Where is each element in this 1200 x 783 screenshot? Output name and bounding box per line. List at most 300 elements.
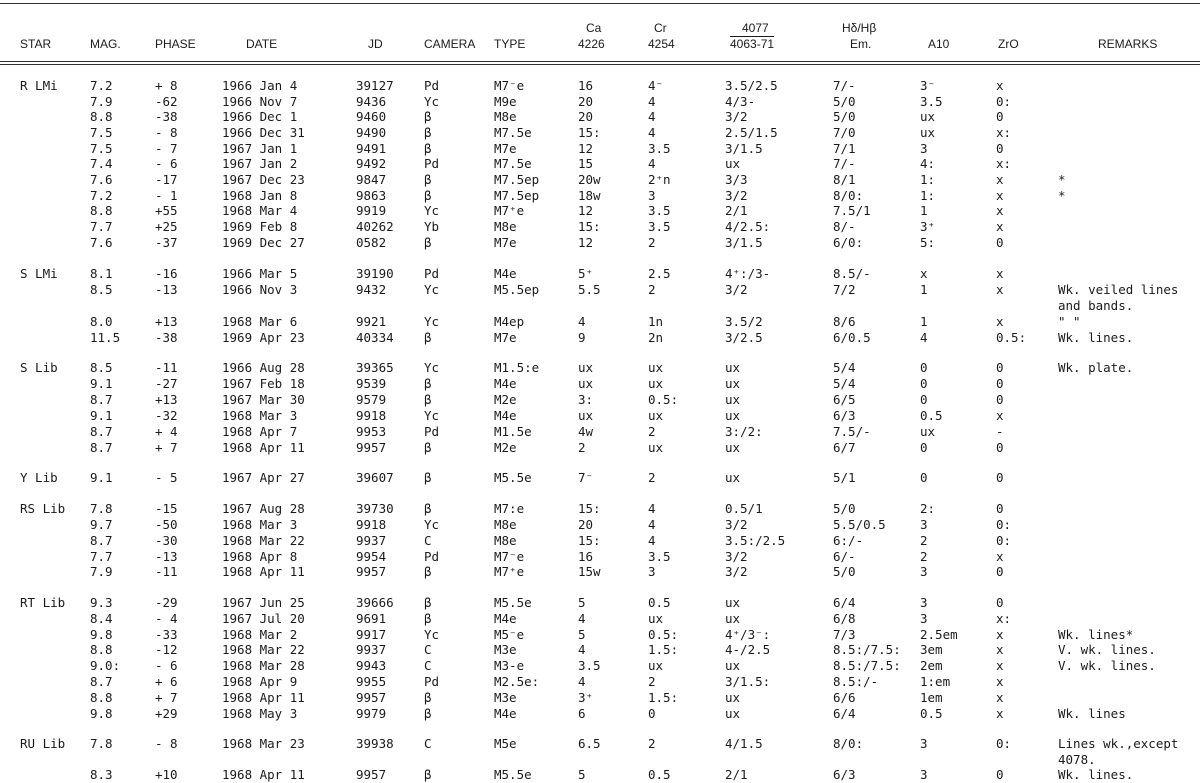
cell-a10: 0 (920, 440, 928, 455)
cell-star: Y Lib (20, 470, 58, 485)
cell-type: M5⁻e (494, 627, 525, 642)
cell-camera: β (424, 595, 432, 610)
cell-mag: 7.6 (90, 235, 113, 250)
cell-ca: 20 (578, 517, 594, 532)
cell-jd: 40262 (356, 219, 394, 234)
cell-hdhb: 8.5/- (833, 266, 871, 281)
cell-jd: 9436 (356, 94, 387, 109)
cell-hdhb: 7/1 (833, 141, 856, 156)
cell-a10: 3 (920, 517, 928, 532)
header-ca-top: Ca (586, 21, 602, 35)
cell-jd: 9460 (356, 109, 387, 124)
cell-date: 1968 Apr 8 (222, 549, 298, 564)
cell-r4077: 3/2 (725, 109, 748, 124)
cell-mag: 7.7 (90, 549, 113, 564)
cell-type: M5.5e (494, 767, 532, 782)
cell-ca: 2 (578, 440, 586, 455)
cell-star: RT Lib (20, 595, 66, 610)
cell-camera: Pd (424, 78, 440, 93)
cell-zro: x (996, 706, 1004, 721)
cell-a10: 3 (920, 611, 928, 626)
cell-hdhb: 8/0: (833, 736, 864, 751)
cell-hdhb: 5.5/0.5 (833, 517, 886, 532)
cell-jd: 9691 (356, 611, 387, 626)
cell-type: M3e (494, 690, 517, 705)
cell-type: M8e (494, 517, 517, 532)
table-row (0, 752, 1200, 768)
table-row (0, 78, 1200, 94)
table-row (0, 611, 1200, 627)
cell-mag: 9.8 (90, 706, 113, 721)
cell-jd: 40334 (356, 330, 394, 345)
cell-a10: 0 (920, 376, 928, 391)
cell-jd: 39666 (356, 595, 394, 610)
cell-a10: 1 (920, 203, 928, 218)
cell-hdhb: 5/1 (833, 470, 856, 485)
cell-zro: 0 (996, 470, 1004, 485)
cell-r4077: ux (725, 376, 741, 391)
cell-jd: 9492 (356, 156, 387, 171)
cell-remarks: * (1058, 172, 1066, 187)
cell-r4077: 3/3 (725, 172, 748, 187)
cell-phase: -38 (155, 330, 178, 345)
cell-type: M1.5e (494, 424, 532, 439)
cell-hdhb: 8.5:/7.5: (833, 658, 901, 673)
cell-hdhb: 6/3 (833, 408, 856, 423)
cell-type: M7⁺e (494, 203, 525, 218)
table-row (0, 549, 1200, 565)
cell-camera: β (424, 125, 432, 140)
cell-a10: 3 (920, 141, 928, 156)
cell-a10: 3⁻ (920, 78, 936, 93)
cell-type: M1.5:e (494, 360, 540, 375)
cell-r4077: 3/1.5: (725, 674, 771, 689)
cell-phase: -27 (155, 376, 178, 391)
table-row (0, 501, 1200, 517)
cell-star: RS Lib (20, 501, 66, 516)
cell-a10: 3.5 (920, 94, 943, 109)
cell-a10: 0 (920, 470, 928, 485)
table-row (0, 470, 1200, 486)
cell-a10: 3em (920, 642, 943, 657)
cell-zro: x (996, 627, 1004, 642)
cell-mag: 7.2 (90, 188, 113, 203)
cell-cr: 2 (648, 470, 656, 485)
cell-mag: 8.8 (90, 642, 113, 657)
cell-camera: β (424, 706, 432, 721)
cell-jd: 9579 (356, 392, 387, 407)
cell-mag: 8.8 (90, 109, 113, 124)
cell-mag: 7.7 (90, 219, 113, 234)
cell-camera: β (424, 376, 432, 391)
cell-a10: 2.5em (920, 627, 958, 642)
cell-cr: 2 (648, 736, 656, 751)
cell-r4077: 3.5/2 (725, 314, 763, 329)
cell-phase: +10 (155, 767, 178, 782)
cell-date: 1968 Apr 7 (222, 424, 298, 439)
cell-a10: 2 (920, 549, 928, 564)
cell-ca: 6.5 (578, 736, 601, 751)
cell-phase: +55 (155, 203, 178, 218)
cell-jd: 9979 (356, 706, 387, 721)
cell-jd: 9954 (356, 549, 387, 564)
cell-ca: 7⁻ (578, 470, 594, 485)
cell-type: M9e (494, 94, 517, 109)
cell-type: M7⁻e (494, 549, 525, 564)
cell-camera: β (424, 470, 432, 485)
cell-ca: 5 (578, 767, 586, 782)
cell-remarks: Wk. lines (1058, 706, 1126, 721)
cell-zro: x (996, 188, 1004, 203)
cell-date: 1967 Mar 30 (222, 392, 305, 407)
cell-cr: 2⁺n (648, 172, 671, 187)
header-4077-bottom: 4063-71 (730, 37, 775, 51)
cell-a10: 1:em (920, 674, 951, 689)
cell-type: M7e (494, 235, 517, 250)
cell-ca: 15: (578, 533, 601, 548)
cell-r4077: ux (725, 611, 741, 626)
table-row (0, 360, 1200, 376)
cell-star: S LMi (20, 266, 58, 281)
cell-jd: 9921 (356, 314, 387, 329)
cell-type: M7.5ep (494, 172, 540, 187)
cell-r4077: 4/3- (725, 94, 756, 109)
cell-mag: 9.7 (90, 517, 113, 532)
cell-r4077: 4/1.5 (725, 736, 763, 751)
cell-ca: 15w (578, 564, 601, 579)
cell-date: 1968 Mar 4 (222, 203, 298, 218)
table-row (0, 595, 1200, 611)
cell-ca: 9 (578, 330, 586, 345)
cell-hdhb: 6/6 (833, 690, 856, 705)
table-row (0, 172, 1200, 188)
cell-cr: 0.5 (648, 595, 671, 610)
cell-jd: 39127 (356, 78, 394, 93)
cell-zro: x (996, 282, 1004, 297)
cell-camera: β (424, 440, 432, 455)
cell-cr: 0.5: (648, 392, 679, 407)
cell-type: M7.5ep (494, 188, 540, 203)
cell-phase: -13 (155, 549, 178, 564)
cell-cr: 1.5: (648, 690, 679, 705)
cell-jd: 9863 (356, 188, 387, 203)
cell-type: M7e (494, 330, 517, 345)
cell-mag: 8.4 (90, 611, 113, 626)
cell-phase: -11 (155, 360, 178, 375)
cell-zro: 0 (996, 501, 1004, 516)
cell-phase: + 6 (155, 674, 178, 689)
table-row (0, 440, 1200, 456)
table-row (0, 314, 1200, 330)
cell-ca: 4w (578, 424, 594, 439)
cell-r4077: 2/1 (725, 767, 748, 782)
cell-jd: 9432 (356, 282, 387, 297)
cell-camera: Yc (424, 282, 440, 297)
cell-camera: Yc (424, 203, 440, 218)
cell-a10: 1 (920, 314, 928, 329)
cell-phase: - 4 (155, 611, 178, 626)
cell-cr: 0.5 (648, 767, 671, 782)
cell-camera: C (424, 642, 432, 657)
cell-phase: -15 (155, 501, 178, 516)
cell-a10: 3⁺ (920, 219, 936, 234)
cell-phase: -17 (155, 172, 178, 187)
cell-phase: +13 (155, 314, 178, 329)
table-row (0, 627, 1200, 643)
cell-hdhb: 5/0 (833, 109, 856, 124)
cell-cr: 1.5: (648, 642, 679, 657)
cell-type: M7:e (494, 501, 525, 516)
cell-mag: 9.1 (90, 376, 113, 391)
cell-zro: 0 (996, 767, 1004, 782)
cell-date: 1967 Jan 2 (222, 156, 298, 171)
cell-r4077: 3/1.5 (725, 141, 763, 156)
cell-type: M5.5ep (494, 282, 540, 297)
cell-type: M5e (494, 736, 517, 751)
cell-jd: 9937 (356, 533, 387, 548)
cell-a10: 1em (920, 690, 943, 705)
cell-mag: 7.2 (90, 78, 113, 93)
cell-remarks: Wk. lines. (1058, 330, 1134, 345)
cell-cr: 2.5 (648, 266, 671, 281)
cell-date: 1966 Nov 7 (222, 94, 298, 109)
table-row (0, 642, 1200, 658)
cell-type: M4e (494, 611, 517, 626)
cell-camera: Yc (424, 360, 440, 375)
cell-phase: - 6 (155, 156, 178, 171)
cell-ca: 15 (578, 156, 594, 171)
table-row (0, 408, 1200, 424)
cell-hdhb: 8.5:/7.5: (833, 642, 901, 657)
cell-phase: + 8 (155, 78, 178, 93)
cell-zro: 0: (996, 517, 1012, 532)
cell-cr: ux (648, 376, 664, 391)
cell-mag: 9.8 (90, 627, 113, 642)
cell-mag: 8.7 (90, 392, 113, 407)
cell-star: S Lib (20, 360, 58, 375)
table-row (0, 203, 1200, 219)
cell-camera: β (424, 564, 432, 579)
cell-hdhb: 6/7 (833, 440, 856, 455)
cell-r4077: 2/1 (725, 203, 748, 218)
cell-type: M8e (494, 109, 517, 124)
cell-a10: ux (920, 109, 936, 124)
cell-hdhb: 7/3 (833, 627, 856, 642)
cell-ca: 16 (578, 549, 594, 564)
cell-mag: 9.1 (90, 408, 113, 423)
cell-date: 1968 Mar 6 (222, 314, 298, 329)
table-row (0, 564, 1200, 580)
cell-a10: 2: (920, 501, 936, 516)
cell-jd: 9847 (356, 172, 387, 187)
cell-mag: 9.1 (90, 470, 113, 485)
cell-camera: β (424, 767, 432, 782)
cell-mag: 8.8 (90, 203, 113, 218)
cell-r4077: 3:/2: (725, 424, 763, 439)
cell-date: 1967 Jul 20 (222, 611, 305, 626)
cell-remarks: Wk. lines* (1058, 627, 1134, 642)
cell-phase: -30 (155, 533, 178, 548)
cell-date: 1967 Apr 27 (222, 470, 305, 485)
cell-phase: +25 (155, 219, 178, 234)
cell-cr: 0.5: (648, 627, 679, 642)
cell-phase: + 7 (155, 690, 178, 705)
cell-date: 1967 Jan 1 (222, 141, 298, 156)
cell-cr: 4 (648, 156, 656, 171)
cell-r4077: 4⁺/3⁻: (725, 627, 771, 642)
cell-date: 1966 Mar 5 (222, 266, 298, 281)
cell-hdhb: 6/8 (833, 611, 856, 626)
cell-ca: 4 (578, 314, 586, 329)
cell-r4077: 0.5/1 (725, 501, 763, 516)
cell-phase: - 1 (155, 188, 178, 203)
table-row (0, 330, 1200, 346)
cell-r4077: ux (725, 360, 741, 375)
cell-hdhb: 6/4 (833, 706, 856, 721)
cell-type: M2e (494, 440, 517, 455)
cell-date: 1968 Apr 11 (222, 564, 305, 579)
cell-r4077: 3/2 (725, 564, 748, 579)
cell-camera: β (424, 501, 432, 516)
header-zro: ZrO (998, 37, 1019, 51)
cell-jd: 9957 (356, 690, 387, 705)
cell-cr: 4 (648, 125, 656, 140)
cell-camera: β (424, 611, 432, 626)
cell-hdhb: 6/3 (833, 767, 856, 782)
cell-phase: -16 (155, 266, 178, 281)
cell-type: M2e (494, 392, 517, 407)
cell-type: M7⁻e (494, 78, 525, 93)
cell-ca: 20 (578, 109, 594, 124)
cell-remarks: Lines wk.,except (1058, 736, 1179, 751)
cell-a10: 1 (920, 282, 928, 297)
cell-a10: x (920, 266, 928, 281)
cell-zro: x (996, 549, 1004, 564)
cell-cr: 3.5 (648, 141, 671, 156)
cell-a10: 0 (920, 360, 928, 375)
cell-type: M3-e (494, 658, 525, 673)
header-remarks: REMARKS (1098, 37, 1158, 51)
cell-hdhb: 5/4 (833, 376, 856, 391)
cell-mag: 8.1 (90, 266, 113, 281)
cell-r4077: 3.5:/2.5 (725, 533, 786, 548)
cell-jd: 39730 (356, 501, 394, 516)
cell-jd: 9539 (356, 376, 387, 391)
cell-cr: 2n (648, 330, 664, 345)
table-row (0, 266, 1200, 282)
cell-cr: 2 (648, 235, 656, 250)
cell-camera: β (424, 690, 432, 705)
cell-hdhb: 7/- (833, 78, 856, 93)
cell-a10: 3 (920, 767, 928, 782)
cell-date: 1966 Dec 1 (222, 109, 298, 124)
cell-remarks: 4078. (1058, 752, 1096, 767)
cell-type: M4e (494, 376, 517, 391)
cell-a10: 2 (920, 533, 928, 548)
cell-cr: 3.5 (648, 203, 671, 218)
cell-zro: 0 (996, 440, 1004, 455)
cell-camera: β (424, 141, 432, 156)
cell-camera: C (424, 658, 432, 673)
cell-type: M7⁺e (494, 564, 525, 579)
header-date: DATE (246, 37, 278, 51)
cell-ca: ux (578, 376, 594, 391)
cell-r4077: 2.5/1.5 (725, 125, 778, 140)
cell-date: 1968 Mar 22 (222, 533, 305, 548)
cell-zro: 0 (996, 141, 1004, 156)
cell-date: 1968 Mar 3 (222, 517, 298, 532)
cell-jd: 9955 (356, 674, 387, 689)
cell-zro: 0 (996, 564, 1004, 579)
cell-type: M4ep (494, 314, 525, 329)
cell-phase: -33 (155, 627, 178, 642)
cell-cr: 1n (648, 314, 664, 329)
cell-phase: + 7 (155, 440, 178, 455)
cell-ca: 12 (578, 235, 594, 250)
cell-mag: 8.5 (90, 360, 113, 375)
cell-type: M7.5e (494, 156, 532, 171)
cell-cr: 4 (648, 109, 656, 124)
cell-jd: 9917 (356, 627, 387, 642)
cell-hdhb: 6/0.5 (833, 330, 871, 345)
cell-r4077: 3.5/2.5 (725, 78, 778, 93)
cell-cr: 3.5 (648, 549, 671, 564)
header-jd: JD (368, 37, 383, 51)
cell-camera: Pd (424, 156, 440, 171)
cell-camera: β (424, 235, 432, 250)
header-type: TYPE (494, 37, 526, 51)
header-mag: MAG. (90, 37, 121, 51)
cell-camera: Pd (424, 674, 440, 689)
cell-jd: 9943 (356, 658, 387, 673)
cell-ca: 5⁺ (578, 266, 594, 281)
cell-r4077: ux (725, 156, 741, 171)
cell-date: 1968 Jan 8 (222, 188, 298, 203)
cell-phase: - 6 (155, 658, 178, 673)
cell-date: 1968 Mar 28 (222, 658, 305, 673)
header-hdhb-bottom: Em. (850, 37, 872, 51)
cell-r4077: ux (725, 440, 741, 455)
cell-zro: x (996, 203, 1004, 218)
cell-type: M4e (494, 266, 517, 281)
cell-mag: 8.7 (90, 533, 113, 548)
header-star: STAR (20, 37, 52, 51)
cell-hdhb: 5/0 (833, 564, 856, 579)
cell-date: 1967 Aug 28 (222, 501, 305, 516)
cell-hdhb: 7.5/1 (833, 203, 871, 218)
cell-remarks: V. wk. lines. (1058, 642, 1156, 657)
header-4077-top: 4077 (742, 21, 769, 35)
header-hdhb-top: Hδ/Hβ (842, 21, 877, 35)
cell-cr: 0 (648, 706, 656, 721)
cell-zro: x (996, 658, 1004, 673)
cell-a10: 5: (920, 235, 936, 250)
cell-a10: 0.5 (920, 706, 943, 721)
cell-zro: x (996, 642, 1004, 657)
cell-hdhb: 5/4 (833, 360, 856, 375)
cell-remarks: Wk. veiled lines (1058, 282, 1179, 297)
cell-camera: Yc (424, 314, 440, 329)
cell-date: 1966 Aug 28 (222, 360, 305, 375)
cell-ca: ux (578, 360, 594, 375)
cell-r4077: ux (725, 690, 741, 705)
table-row (0, 533, 1200, 549)
table-row (0, 736, 1200, 752)
cell-mag: 7.8 (90, 736, 113, 751)
cell-cr: 3 (648, 188, 656, 203)
header-camera: CAMERA (424, 37, 476, 51)
cell-cr: ux (648, 408, 664, 423)
